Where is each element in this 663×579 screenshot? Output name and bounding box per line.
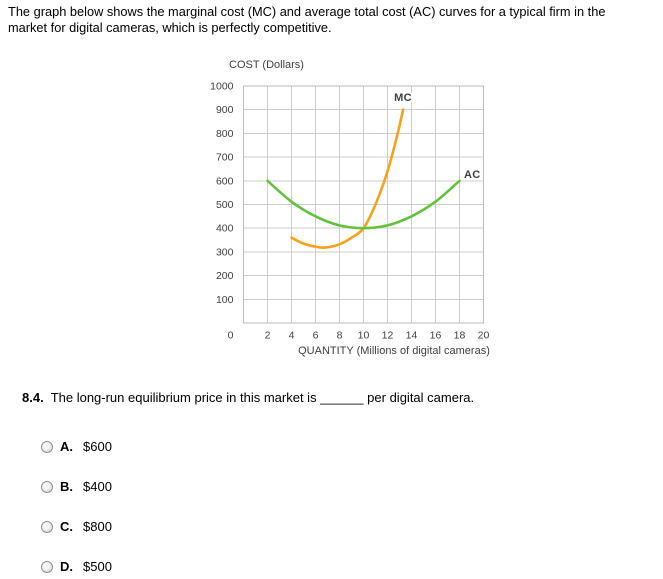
x-tick-label: 6 [312,329,319,342]
option-a-value: $600 [83,439,112,454]
y-tick-label: 600 [215,175,234,188]
intro-line-2: market for digital cameras, which is perfectly competitive. [8,19,332,35]
y-tick-label: 1000 [210,80,234,93]
option-a[interactable] [41,438,112,455]
cost-chart [195,55,510,365]
radio-button-c[interactable] [41,521,53,533]
option-b[interactable] [41,478,112,495]
question-intro [8,4,658,35]
option-d-value: $500 [83,559,112,574]
x-tick-label: 14 [405,329,418,342]
y-tick-label: 100 [215,293,234,306]
x-tick-label: 4 [288,329,295,342]
option-c-letter: C. [60,519,73,534]
y-tick-label: 400 [215,222,234,235]
ac-curve-label: AC [464,169,481,181]
x-axis-title: QUANTITY (Millions of digital cameras) [298,345,490,357]
chart-gridlines [244,86,484,323]
x-tick-label: 10 [357,329,370,342]
question-number: 8.4. [22,390,44,405]
option-c[interactable] [41,518,112,535]
y-axis-title: COST (Dollars) [229,59,304,71]
mc-curve-label: MC [394,92,412,104]
question-text: The long-run equilibrium price in this market is ______ per digital camera. [50,390,475,405]
x-tick-label: 2 [264,329,271,342]
chart-tick-labels [210,81,489,342]
y-tick-label: 300 [215,246,234,259]
x-tick-label: 18 [453,329,466,342]
origin-tick-label: 0 [227,329,234,342]
option-b-value: $400 [83,479,112,494]
radio-button-d[interactable] [41,561,53,573]
y-tick-label: 800 [215,127,234,140]
option-c-value: $800 [83,519,112,534]
x-tick-label: 16 [429,329,442,342]
y-tick-label: 500 [215,199,234,211]
x-tick-label: 20 [477,329,490,342]
radio-button-b[interactable] [41,481,53,493]
radio-button-a[interactable] [41,441,53,453]
y-tick-label: 200 [215,270,234,283]
x-tick-label: 12 [381,329,394,342]
question-text-row [22,390,474,405]
option-d[interactable] [41,558,112,575]
intro-line-1: The graph below shows the marginal cost (MC) and average total cost (AC) curves for a typical firm in the [8,4,606,19]
y-tick-label: 700 [215,151,234,164]
y-tick-label: 900 [215,104,234,117]
option-a-letter: A. [60,439,73,454]
cost-chart-svg [195,55,510,365]
option-d-letter: D. [60,559,73,574]
x-tick-label: 8 [336,329,343,342]
option-b-letter: B. [60,479,73,494]
